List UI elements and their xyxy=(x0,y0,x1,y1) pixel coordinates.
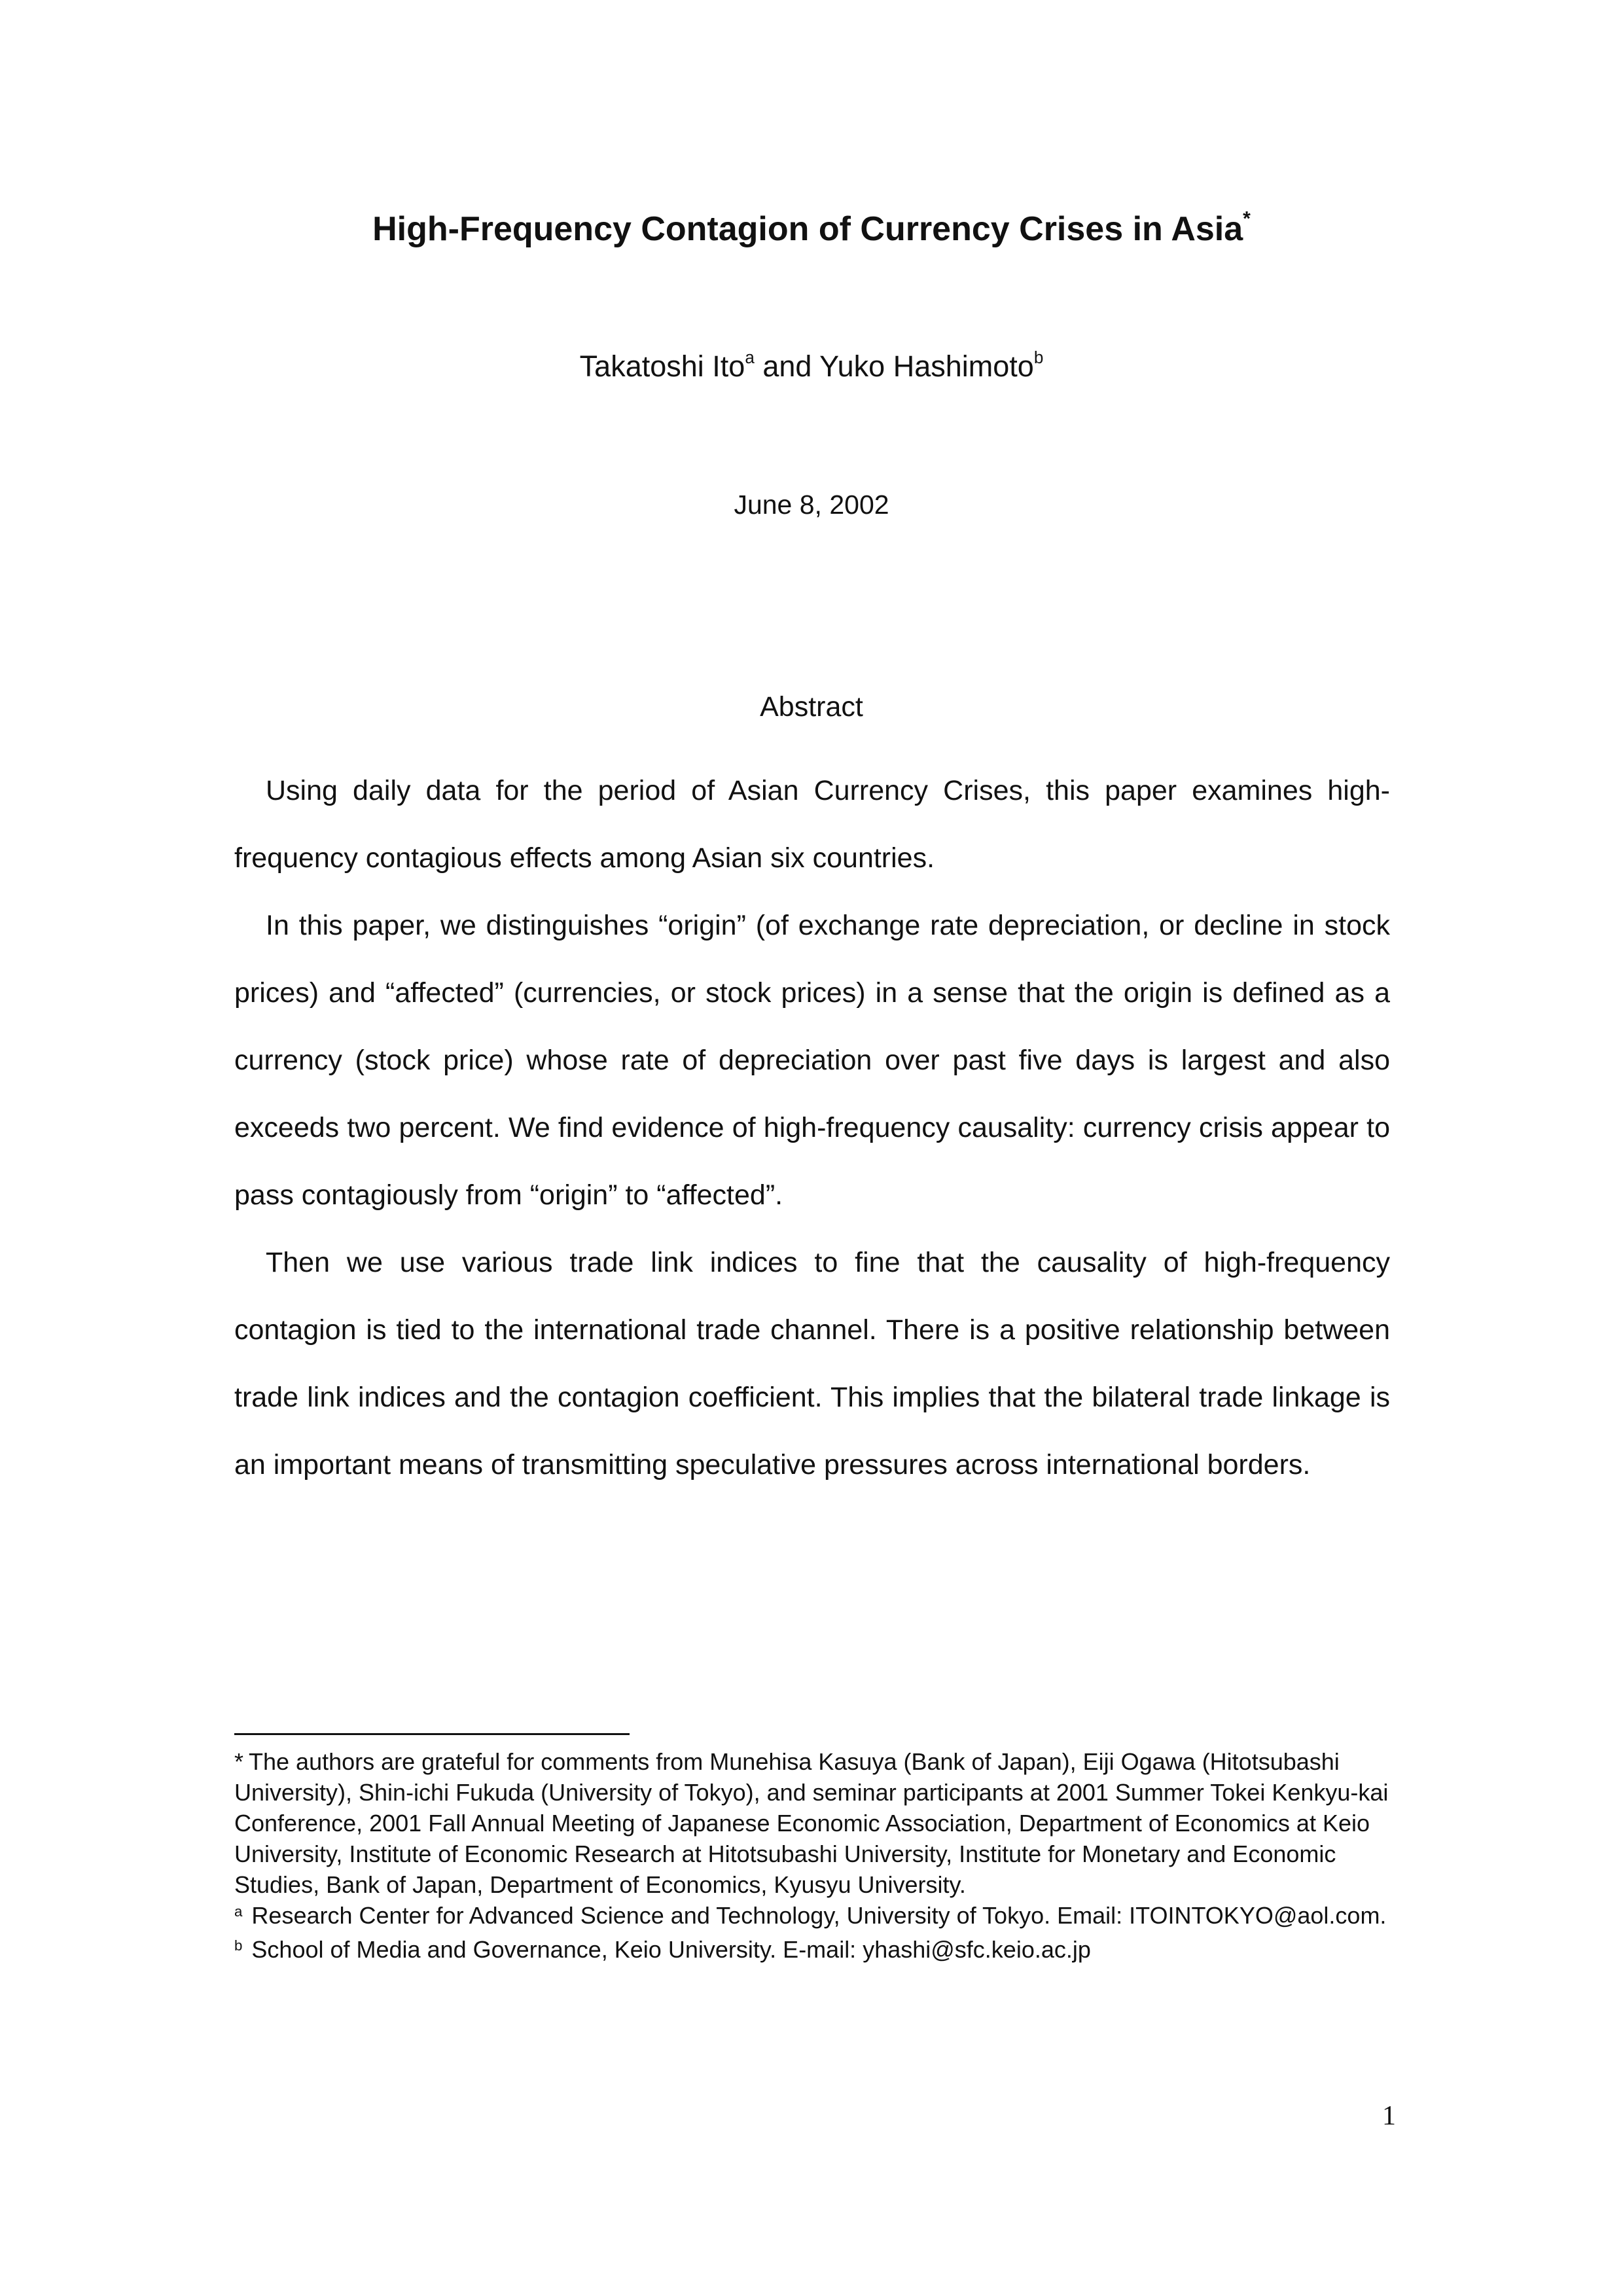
footnote-mark: a xyxy=(234,1903,243,1920)
abstract-heading: Abstract xyxy=(760,691,863,723)
abstract-paragraph: In this paper, we distinguishes “origin” (of exchange rate depreciation, or decline in stock prices) and “affected” (currencies, or stock prices) in a sense that the origin is defined as a currency (stock price) whose rate of depreciation over past five days is largest and also exceeds two percent. We find evidence of high-frequency causality: currency crisis appear to pass contagiously from “origin” to “affected”. xyxy=(234,910,1390,1211)
abstract-paragraph: Then we use various trade link indices to fine that the causality of high-frequency contagion is tied to the international trade channel. There is a positive relationship between trade link indices and the contagion coefficient. This implies that the bilateral trade linkage is an important means of transmitting speculative pressures across international borders. xyxy=(234,1247,1390,1480)
author-connector: and xyxy=(754,350,820,383)
abstract-paragraph: Using daily data for the period of Asian Currency Crises, this paper examines high-frequency contagious effects among Asian six countries. xyxy=(234,775,1390,874)
title-text: High-Frequency Contagion of Currency Crises in Asia xyxy=(372,210,1243,248)
footnote-mark: * xyxy=(234,1748,244,1775)
title-footnote-mark: * xyxy=(1243,208,1251,230)
abstract-body xyxy=(234,757,1390,1499)
publication-date: June 8, 2002 xyxy=(734,490,889,520)
footnotes xyxy=(234,1746,1390,1968)
author-affiliation-mark-1: a xyxy=(745,348,755,368)
author-affiliation-mark-2: b xyxy=(1033,348,1044,368)
footnote-text: Research Center for Advanced Science and Technology, University of Tokyo. Email: ITOINTOKYO@aol.com. xyxy=(251,1902,1387,1929)
footnote-text: The authors are grateful for comments from Munehisa Kasuya (Bank of Japan), Eiji Ogawa (Hitotsubashi University), Shin-ichi Fukuda (University of Tokyo), and seminar participants at 2001 Summer Tokei Kenkyu-kai Conference, 2001 Fall Annual Meeting of Japanese Economic Association, Department of Economics at Keio University, Institute of Economic Research at Hitotsubashi University, Institute for Monetary and Economic Studies, Bank of Japan, Department of Economics, Kyusyu University. xyxy=(234,1748,1389,1898)
footnote-separator xyxy=(234,1733,630,1735)
author-line xyxy=(0,347,1623,386)
footnote-item xyxy=(234,1746,1390,1900)
author-name-1: Takatoshi Ito xyxy=(579,350,745,383)
paper-title xyxy=(0,208,1623,250)
footnote-mark: b xyxy=(234,1937,243,1954)
footnote-text: School of Media and Governance, Keio University. E-mail: yhashi@sfc.keio.ac.jp xyxy=(251,1936,1091,1963)
footnote-item xyxy=(234,1900,1390,1934)
footnote-item xyxy=(234,1934,1390,1968)
author-name-2: Yuko Hashimoto xyxy=(819,350,1034,383)
page-number: 1 xyxy=(1382,2101,1396,2131)
